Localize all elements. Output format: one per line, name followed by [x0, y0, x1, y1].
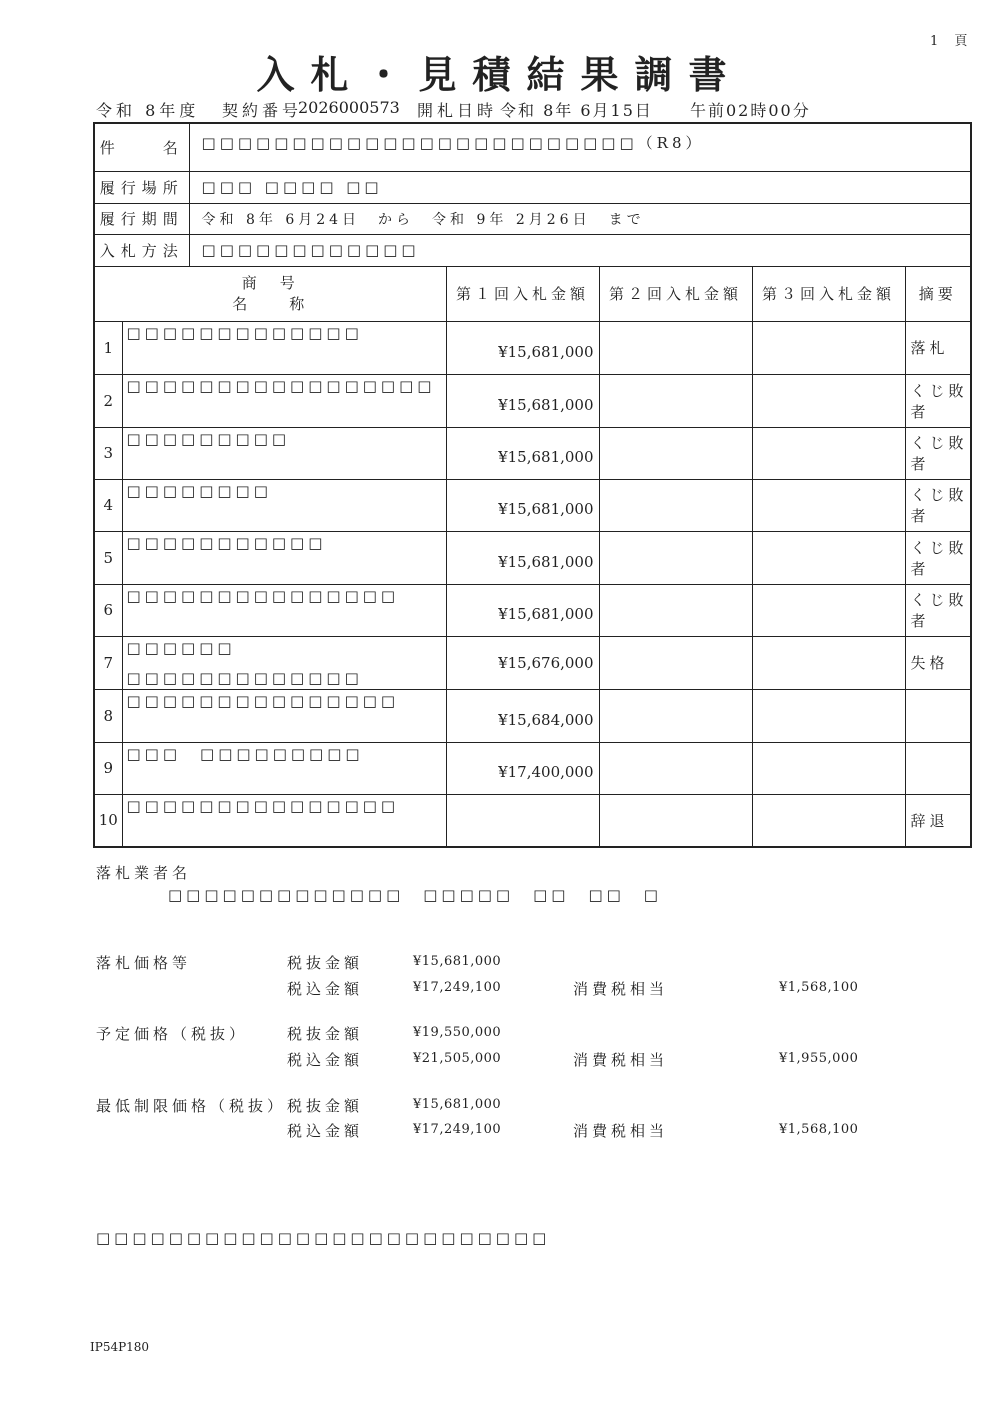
bidder-name — [122, 531, 446, 584]
tax-value: ¥1,568,100 — [779, 980, 859, 995]
tax-label: 消費税相当 — [573, 980, 669, 998]
contract-no-label: 契約番号 — [222, 101, 303, 120]
row-note — [905, 742, 971, 794]
table-row — [94, 321, 971, 374]
round1-header: 第１回入札金額 — [446, 266, 599, 321]
round1-amount: ¥15,681,000 — [446, 531, 599, 584]
bidder-name-line1: □□□□□□□□□□□□□□□ — [126, 691, 400, 710]
row-number: 10 — [94, 794, 122, 847]
bidder-name — [122, 742, 446, 794]
incl-tax-value: ¥17,249,100 — [413, 1122, 502, 1137]
bidder-name-line1: □□□ □□□□□□□□□ — [126, 744, 364, 763]
round3-amount — [752, 584, 905, 636]
excl-tax-label: 税抜金額 — [287, 954, 364, 972]
row-number: 1 — [94, 321, 122, 374]
round2-amount — [599, 427, 752, 479]
round3-amount — [752, 794, 905, 847]
round3-amount — [752, 321, 905, 374]
row-number: 3 — [94, 427, 122, 479]
bidder-name-line1: □□□□□□□□□ — [126, 429, 291, 448]
row-note: くじ敗者 — [905, 479, 971, 531]
method-row — [94, 234, 971, 266]
subject-value: □□□□□□□□□□□□□□□□□□□□□□□□（R8） — [189, 123, 971, 171]
round2-amount — [599, 531, 752, 584]
table-row — [94, 479, 971, 531]
page-number: 1 頁 — [930, 34, 974, 49]
open-date-label: 開札日時 — [417, 101, 498, 120]
period-value: 令和 8年 6月24日 から 令和 9年 2月26日 まで — [189, 203, 971, 234]
round1-amount: ¥15,676,000 — [446, 636, 599, 689]
row-note: くじ敗者 — [905, 427, 971, 479]
subject-row — [94, 123, 971, 171]
location-row — [94, 171, 971, 203]
table-row — [94, 374, 971, 427]
round2-header: 第２回入札金額 — [599, 266, 752, 321]
bidder-name-line1: □□□□□□ — [126, 638, 236, 657]
tax-label: 消費税相当 — [573, 1051, 669, 1069]
open-date: 令和 8年 6月15日 — [500, 101, 653, 120]
row-number: 2 — [94, 374, 122, 427]
bidder-name-line1: □□□□□□□□□□□□□□□ — [126, 796, 400, 815]
excl-tax-value: ¥15,681,000 — [413, 954, 502, 969]
winner-label: 落札業者名 — [96, 864, 192, 882]
bidder-name-line1: □□□□□□□□□□□□□ — [126, 323, 363, 342]
incl-tax-label: 税込金額 — [287, 1051, 364, 1069]
row-number: 7 — [94, 636, 122, 689]
round1-amount: ¥15,684,000 — [446, 689, 599, 742]
bidder-name — [122, 794, 446, 847]
location-value: □□□ □□□□ □□ — [189, 171, 971, 203]
row-number: 6 — [94, 584, 122, 636]
bidder-name — [122, 584, 446, 636]
bid-result-table — [93, 122, 972, 848]
subject-label: 件 名 — [94, 123, 189, 171]
bidder-name-line1: □□□□□□□□□□□□□□□ — [126, 586, 400, 605]
bidder-name — [122, 636, 446, 689]
excl-tax-value: ¥19,550,000 — [413, 1025, 502, 1040]
row-note: 辞退 — [905, 794, 971, 847]
round2-amount — [599, 636, 752, 689]
round2-amount — [599, 742, 752, 794]
round3-amount — [752, 636, 905, 689]
table-row — [94, 531, 971, 584]
bidder-name-line1: □□□□□□□□□□□□□□□□□ — [126, 376, 436, 395]
row-note: 失格 — [905, 636, 971, 689]
excl-tax-label: 税抜金額 — [287, 1025, 364, 1043]
price-section-label: 最低制限価格（税抜） — [96, 1097, 287, 1115]
round2-amount — [599, 584, 752, 636]
bidder-column-header — [94, 266, 446, 321]
bidder-name — [122, 321, 446, 374]
tax-value: ¥1,955,000 — [779, 1051, 859, 1066]
round3-amount — [752, 742, 905, 794]
round1-amount: ¥17,400,000 — [446, 742, 599, 794]
bidder-name-line2: □□□□□□□□□□□□□ — [126, 668, 363, 687]
bidder-header-line1: 商 号 — [241, 273, 299, 292]
excl-tax-value: ¥15,681,000 — [413, 1097, 502, 1112]
location-label: 履行場所 — [94, 171, 189, 203]
footnote: □□□□□□□□□□□□□□□□□□□□□□□□□ — [96, 1229, 551, 1247]
price-section-label: 予定価格（税抜） — [96, 1025, 249, 1043]
row-number: 9 — [94, 742, 122, 794]
period-label: 履行期間 — [94, 203, 189, 234]
table-row — [94, 636, 971, 689]
price-section-label: 落札価格等 — [96, 954, 192, 972]
open-time: 午前02時00分 — [690, 101, 811, 120]
round3-amount — [752, 427, 905, 479]
form-code: IP54P180 — [90, 1340, 150, 1354]
bidder-name — [122, 479, 446, 531]
table-row — [94, 689, 971, 742]
round3-amount — [752, 374, 905, 427]
round1-amount: ¥15,681,000 — [446, 321, 599, 374]
round2-amount — [599, 321, 752, 374]
incl-tax-value: ¥21,505,000 — [413, 1051, 502, 1066]
bidder-name — [122, 427, 446, 479]
method-label: 入札方法 — [94, 234, 189, 266]
table-row — [94, 427, 971, 479]
round2-amount — [599, 689, 752, 742]
round1-amount: ¥15,681,000 — [446, 584, 599, 636]
round1-amount: ¥15,681,000 — [446, 427, 599, 479]
row-number: 8 — [94, 689, 122, 742]
document-title: 入札・見積結果調書 — [256, 52, 743, 97]
round1-amount — [446, 794, 599, 847]
bidder-name — [122, 374, 446, 427]
row-note: 落札 — [905, 321, 971, 374]
round2-amount — [599, 374, 752, 427]
round3-header: 第３回入札金額 — [752, 266, 905, 321]
period-row — [94, 203, 971, 234]
table-row — [94, 742, 971, 794]
round2-amount — [599, 479, 752, 531]
incl-tax-label: 税込金額 — [287, 1122, 364, 1140]
tax-value: ¥1,568,100 — [779, 1122, 859, 1137]
incl-tax-value: ¥17,249,100 — [413, 980, 502, 995]
row-note: くじ敗者 — [905, 374, 971, 427]
row-number: 4 — [94, 479, 122, 531]
column-header-row — [94, 266, 971, 321]
bidder-name — [122, 689, 446, 742]
method-value: □□□□□□□□□□□□ — [189, 234, 971, 266]
row-note: くじ敗者 — [905, 531, 971, 584]
round3-amount — [752, 689, 905, 742]
contract-no: 2026000573 — [298, 98, 400, 117]
round2-amount — [599, 794, 752, 847]
row-number: 5 — [94, 531, 122, 584]
round1-amount: ¥15,681,000 — [446, 479, 599, 531]
bidder-header-line2: 名 称 — [232, 294, 309, 313]
bidder-name-line1: □□□□□□□□□□□ — [126, 533, 327, 552]
row-note — [905, 689, 971, 742]
tax-label: 消費税相当 — [573, 1122, 669, 1140]
round1-amount: ¥15,681,000 — [446, 374, 599, 427]
fiscal-year: 令和 8年度 — [96, 101, 200, 120]
bidder-name-line1: □□□□□□□□ — [126, 481, 272, 500]
table-row — [94, 794, 971, 847]
incl-tax-label: 税込金額 — [287, 980, 364, 998]
note-header: 摘要 — [905, 266, 971, 321]
round3-amount — [752, 479, 905, 531]
round3-amount — [752, 531, 905, 584]
row-note: くじ敗者 — [905, 584, 971, 636]
excl-tax-label: 税抜金額 — [287, 1097, 364, 1115]
table-row — [94, 584, 971, 636]
winner-name: □□□□□□□□□□□□□ □□□□□ □□ □□ □ — [168, 886, 662, 904]
